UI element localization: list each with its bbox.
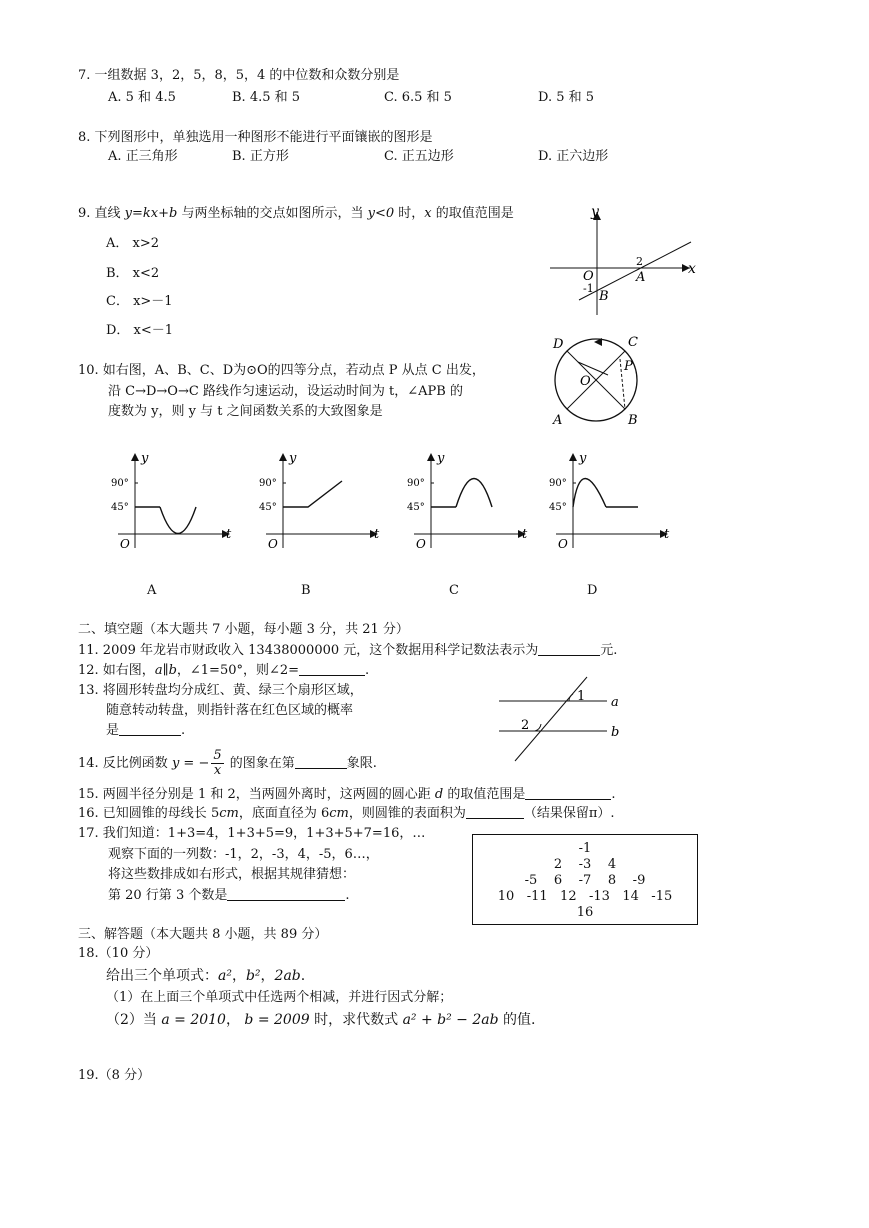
q17-row-2: 2 -3 4	[553, 857, 617, 872]
svg-text:2: 2	[521, 718, 530, 733]
svg-text:O: O	[416, 537, 426, 551]
svg-text:O: O	[268, 537, 278, 551]
q17-row-1: -1	[578, 841, 592, 856]
q10-line3: 度数为 y，则 y 与 t 之间函数关系的大致图象是	[108, 404, 383, 419]
q17-line2: 观察下面的一列数：-1，2，-3，4，-5，6…，	[108, 847, 379, 862]
q10-line2: 沿 C→D→O→C 路线作匀速运动，设运动时间为 t，∠APB 的	[108, 384, 463, 399]
svg-text:y: y	[437, 451, 445, 466]
svg-text:90°: 90°	[407, 478, 425, 489]
svg-text:t: t	[522, 527, 528, 542]
svg-text:O: O	[120, 537, 130, 551]
q17-line1: 17. 我们知道：1+3=4，1+3+5=9，1+3+5+7=16，…	[78, 826, 426, 841]
q8-option-c: C. 正五边形	[384, 149, 454, 164]
q17-row-4: 10 -11 12 -13 14 -15	[497, 889, 673, 904]
q10-circle-figure	[548, 332, 648, 432]
svg-text:b: b	[611, 725, 620, 740]
q19-heading: 19.（8 分）	[78, 1068, 151, 1083]
q12-parallel-lines-figure	[495, 675, 635, 765]
section-2-heading: 二、填空题（本大题共 7 小题，每小题 3 分，共 21 分）	[78, 622, 409, 637]
q16: 16. 已知圆锥的母线长 5cm，底面直径为 6cm，则圆锥的表面积为 （结果保留π）.	[78, 806, 615, 821]
svg-text:45°: 45°	[259, 502, 277, 513]
q10-graph-c	[404, 450, 534, 550]
q17-line3: 将这些数排成如右形式，根据其规律猜想：	[108, 867, 356, 882]
svg-text:y: y	[579, 451, 587, 466]
q8-stem: 8. 下列图形中，单独选用一种图形不能进行平面镶嵌的图形是	[78, 130, 433, 145]
q10-point-a: A	[553, 413, 563, 428]
q10-label-d: D	[587, 583, 598, 598]
q10-point-b: B	[628, 413, 638, 428]
q10-graph-b	[256, 450, 386, 550]
q10-center-o: O	[580, 374, 591, 389]
q8-option-a: A. 正三角形	[108, 149, 178, 164]
q9-option-c: C． x>－1	[106, 294, 173, 309]
svg-text:y: y	[141, 451, 149, 466]
q13-line1: 13. 将圆形转盘均分成红、黄、绿三个扇形区域，	[78, 683, 363, 698]
svg-text:45°: 45°	[549, 502, 567, 513]
q11: 11. 2009 年龙岩市财政收入 13438000000 元，这个数据用科学记数法表示为 元.	[78, 643, 618, 658]
svg-text:90°: 90°	[111, 478, 129, 489]
svg-text:90°: 90°	[259, 478, 277, 489]
section-3-heading: 三、解答题（本大题共 8 小题，共 89 分）	[78, 927, 328, 942]
q10-line1: 10. 如右图，A、B、C、D为⊙O的四等分点，若动点 P 从点 C 出发，	[78, 363, 485, 378]
q17-row-5: 16	[576, 905, 594, 920]
q17-number-triangle-box	[472, 834, 698, 925]
svg-text:t: t	[664, 527, 670, 542]
q17-row-3: -5 6 -7 8 -9	[524, 873, 646, 888]
q7-option-d: D. 5 和 5	[538, 90, 595, 105]
q18-line1: 给出三个单项式：a²，b²，2ab.	[106, 968, 306, 984]
svg-text:1: 1	[577, 689, 586, 704]
q10-graph-d	[546, 450, 676, 550]
q9-option-d: D． x<－1	[106, 323, 174, 338]
q9-stem: 9. 直线 y=kx+b 与两坐标轴的交点如图所示，当 y<0 时，x 的取值范围是	[78, 206, 514, 221]
q10-point-c: C	[628, 335, 638, 350]
q18-part2: （2）当 a = 2010， b = 2009 时，求代数式 a² + b² − 2ab 的值.	[106, 1012, 536, 1028]
q8-option-d: D. 正六边形	[538, 149, 609, 164]
q7-option-a: A. 5 和 4.5	[108, 90, 176, 105]
q7-option-c: C. 6.5 和 5	[384, 90, 452, 105]
q10-label-a: A	[147, 583, 157, 598]
svg-text:90°: 90°	[549, 478, 567, 489]
svg-text:y: y	[289, 451, 297, 466]
q10-graph-a	[108, 450, 238, 550]
svg-text:t: t	[226, 527, 232, 542]
svg-text:45°: 45°	[111, 502, 129, 513]
q9-x-label: x	[688, 261, 696, 277]
q18-part1: （1）在上面三个单项式中任选两个相减，并进行因式分解；	[106, 990, 453, 1005]
q10-point-p: P	[624, 359, 633, 374]
q9-option-a: A． x>2	[106, 236, 160, 251]
q10-label-b: B	[301, 583, 311, 598]
q14: 14. 反比例函数 y = − $\frac{5}{x}$ 的图象在第 象限.	[78, 748, 377, 778]
q17-line4: 第 20 行第 3 个数是 .	[108, 888, 350, 903]
q9-origin-label: O	[583, 269, 594, 284]
q13-line2: 随意转动转盘，则指针落在红色区域的概率	[106, 703, 354, 718]
q15: 15. 两圆半径分别是 1 和 2，当两圆外离时，这两圆的圆心距 d 的取值范围是 .	[78, 787, 616, 802]
q9-option-b: B． x<2	[106, 266, 160, 281]
q10-point-d: D	[553, 337, 564, 352]
svg-text:O: O	[558, 537, 568, 551]
q13-line3: 是 .	[106, 723, 186, 738]
svg-text:45°: 45°	[407, 502, 425, 513]
q9-point-a-label: A	[636, 270, 646, 285]
q7-option-b: B. 4.5 和 5	[232, 90, 301, 105]
q10-label-c: C	[449, 583, 459, 598]
q12: 12. 如右图，a∥b，∠1=50°，则∠2= .	[78, 663, 370, 678]
q9-y-label: y	[591, 204, 599, 220]
q9-graph	[545, 200, 705, 320]
q7-stem: 7. 一组数据 3，2，5，8，5，4 的中位数和众数分别是	[78, 68, 400, 83]
q9-tick-neg1: -1	[583, 282, 594, 295]
svg-text:t: t	[374, 527, 380, 542]
q8-option-b: B. 正方形	[232, 149, 289, 164]
svg-text:a: a	[611, 695, 619, 710]
q9-point-b-label: B	[599, 289, 609, 304]
q18-heading: 18.（10 分）	[78, 946, 159, 961]
q9-tick-2: 2	[636, 255, 643, 268]
